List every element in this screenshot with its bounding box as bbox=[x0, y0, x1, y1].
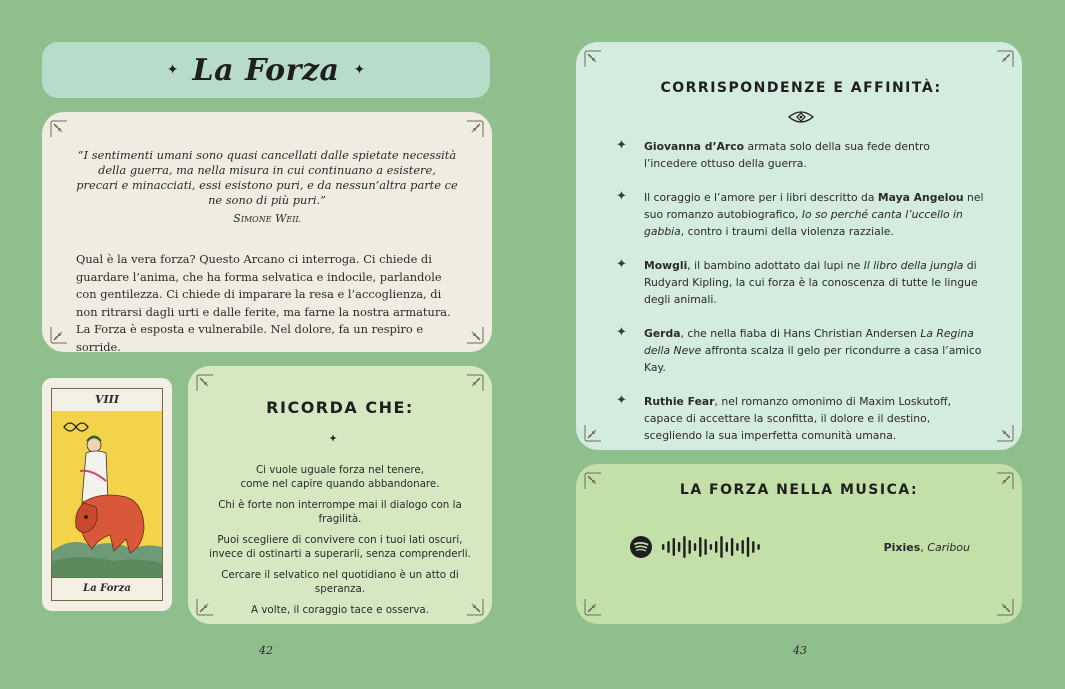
quote-panel bbox=[42, 112, 492, 352]
corrispondenza-item bbox=[616, 325, 986, 376]
corr-name: Gerda bbox=[644, 327, 681, 340]
song-title: Caribou bbox=[927, 540, 970, 554]
corr-text: armata solo della sua fede dentro l’incedere ottuso della guerra. bbox=[644, 140, 930, 170]
song-artist: Pixies bbox=[883, 540, 921, 554]
spotify-code-bar bbox=[715, 541, 717, 553]
corr-name: Maya Angelou bbox=[877, 191, 964, 204]
corrispondenze-panel bbox=[576, 42, 1022, 450]
corner-flourish-icon bbox=[584, 598, 602, 616]
song-separator: , bbox=[920, 540, 928, 554]
corr-text: , nel romanzo omonimo di Maxim Loskutoff, capace di accettare la sconfitta, il dolore e il destino, scegliendo la sua imperfetta comunità umana. bbox=[644, 395, 951, 442]
spotify-code-bar bbox=[731, 538, 733, 556]
eye-ornament-icon bbox=[787, 110, 815, 124]
spotify-code-bar bbox=[752, 541, 754, 553]
corner-flourish-icon bbox=[50, 326, 68, 344]
corner-flourish-icon bbox=[996, 598, 1014, 616]
sparkle-icon: ✦ bbox=[166, 62, 179, 78]
spotify-code-bar bbox=[683, 536, 685, 558]
spotify-code-bar bbox=[689, 540, 691, 554]
spotify-code-bar bbox=[726, 542, 728, 552]
body-text: Qual è la vera forza? Questo Arcano ci interroga. Ci chiede di guardare l’anima, che ha forma selvatica e indocile, parlandole con gentilezza. Ci chiede di imparare la resa e l’accoglienza, di non ritrarsi dagli urti e dalle ferite, ma farne la nostra armatura. La Forza è esposta e vulnerabile. Nel dolore, fa un respiro e sorride. bbox=[76, 252, 451, 354]
corr-text: , contro i traumi della violenza razziale. bbox=[680, 225, 894, 238]
corner-flourish-icon bbox=[996, 424, 1014, 442]
corrispondenze-list bbox=[616, 138, 986, 444]
corner-flourish-icon bbox=[50, 120, 68, 138]
corr-work-title: La Regina della Neve bbox=[644, 327, 974, 357]
tarot-illustration-icon bbox=[52, 411, 162, 578]
ricorda-list bbox=[208, 463, 472, 617]
corr-text: di Rudyard Kipling, la cui forza è la conoscenza di tutte le lingue degli animali. bbox=[644, 259, 978, 306]
spotify-code-bar bbox=[710, 544, 712, 550]
spotify-code-bar bbox=[704, 539, 706, 555]
page-title: La Forza bbox=[192, 52, 340, 88]
ricorda-item: Puoi scegliere di convivere con i tuoi lati oscuri, invece di ostinarti a superarli, senza comprenderli. bbox=[209, 534, 471, 560]
corr-name: Ruthie Fear bbox=[644, 395, 715, 408]
sparkle-icon: ✦ bbox=[616, 138, 627, 153]
ricorda-item: Ci vuole uguale forza nel tenere, come nel capire quando abbandonare. bbox=[240, 464, 440, 490]
ricorda-item: A volte, il coraggio tace e osserva. bbox=[251, 604, 429, 616]
corner-flourish-icon bbox=[584, 424, 602, 442]
spotify-code-row bbox=[604, 536, 994, 558]
sparkle-icon: ✦ bbox=[616, 189, 627, 204]
song-credit bbox=[884, 541, 970, 554]
corrispondenze-heading: CORRISPONDENZE E AFFINITÀ: bbox=[660, 80, 942, 96]
tarot-card bbox=[42, 378, 172, 611]
corner-flourish-icon bbox=[466, 374, 484, 392]
corner-flourish-icon bbox=[466, 120, 484, 138]
strength-card-art-icon bbox=[52, 411, 162, 578]
corr-text: affronta scalza il gelo per ricondurre a casa l’amico Kay. bbox=[644, 344, 982, 374]
musica-panel bbox=[576, 464, 1022, 624]
corr-work-title: Io so perché canta l’uccello in gabbia bbox=[644, 208, 963, 238]
corrispondenza-item bbox=[616, 138, 986, 172]
spotify-code-bar bbox=[673, 538, 675, 556]
page-number-right: 43 bbox=[793, 644, 807, 657]
spotify-code-bar bbox=[747, 537, 749, 557]
corner-flourish-icon bbox=[584, 472, 602, 490]
spotify-code-bar bbox=[694, 543, 696, 551]
title-panel bbox=[42, 42, 490, 98]
quote-author: Simone Weil bbox=[233, 212, 301, 225]
spotify-code-bar bbox=[699, 537, 701, 557]
spotify-icon[interactable] bbox=[630, 536, 652, 558]
corr-work-title: Il libro della jungla bbox=[863, 259, 964, 272]
spotify-code-bar bbox=[742, 540, 744, 554]
page-number-left: 42 bbox=[259, 644, 273, 657]
ricorda-panel bbox=[188, 366, 492, 624]
corrispondenza-item bbox=[616, 257, 986, 308]
corrispondenza-item bbox=[616, 189, 986, 240]
crescent-moon-star-icon bbox=[329, 427, 351, 449]
musica-heading: LA FORZA NELLA MUSICA: bbox=[679, 482, 919, 498]
quote-text: “I sentimenti umani sono quasi cancellati dalle spietate necessità della guerra, ma nella misura in cui continuano a esistere, precari e minacciati, essi esistono puri, e da nessun’altra parte ce ne sono di più puri.” bbox=[76, 148, 458, 207]
tarot-card-frame bbox=[51, 388, 163, 601]
corr-text: , il bambino adottato dai lupi ne bbox=[687, 259, 864, 272]
spotify-code-bar bbox=[678, 542, 680, 552]
spotify-code-bar bbox=[667, 541, 669, 553]
corr-name: Giovanna d’Arco bbox=[644, 140, 745, 153]
sparkle-icon: ✦ bbox=[616, 325, 627, 340]
corr-text: nel suo romanzo autobiografico, bbox=[644, 191, 984, 221]
corr-name: Mowgli bbox=[644, 259, 688, 272]
corrispondenza-item bbox=[616, 393, 986, 444]
corner-flourish-icon bbox=[196, 598, 214, 616]
spotify-code-bar bbox=[736, 543, 738, 551]
ricorda-item: Cercare il selvatico nel quotidiano è un atto di speranza. bbox=[221, 569, 459, 595]
sparkle-icon: ✦ bbox=[353, 62, 366, 78]
corner-flourish-icon bbox=[466, 326, 484, 344]
corr-text: Il coraggio e l’amore per i libri descritto da bbox=[644, 191, 878, 204]
sparkle-icon: ✦ bbox=[616, 257, 627, 272]
tarot-name: La Forza bbox=[52, 577, 162, 600]
corner-flourish-icon bbox=[584, 50, 602, 68]
spotify-code-bars-icon[interactable] bbox=[660, 536, 764, 558]
corr-text: , che nella fiaba di Hans Christian Andersen bbox=[680, 327, 921, 340]
sparkle-icon: ✦ bbox=[616, 393, 627, 408]
spotify-code-bar bbox=[720, 536, 722, 558]
corner-flourish-icon bbox=[196, 374, 214, 392]
spotify-code-bar bbox=[662, 544, 664, 550]
ricorda-item: Chi è forte non interrompe mai il dialogo con la fragilità. bbox=[218, 499, 462, 525]
corner-flourish-icon bbox=[996, 50, 1014, 68]
spotify-code-bar bbox=[757, 544, 759, 550]
corner-flourish-icon bbox=[466, 598, 484, 616]
tarot-number: VIII bbox=[52, 389, 162, 412]
ricorda-heading: RICORDA CHE: bbox=[266, 398, 414, 417]
corner-flourish-icon bbox=[996, 472, 1014, 490]
